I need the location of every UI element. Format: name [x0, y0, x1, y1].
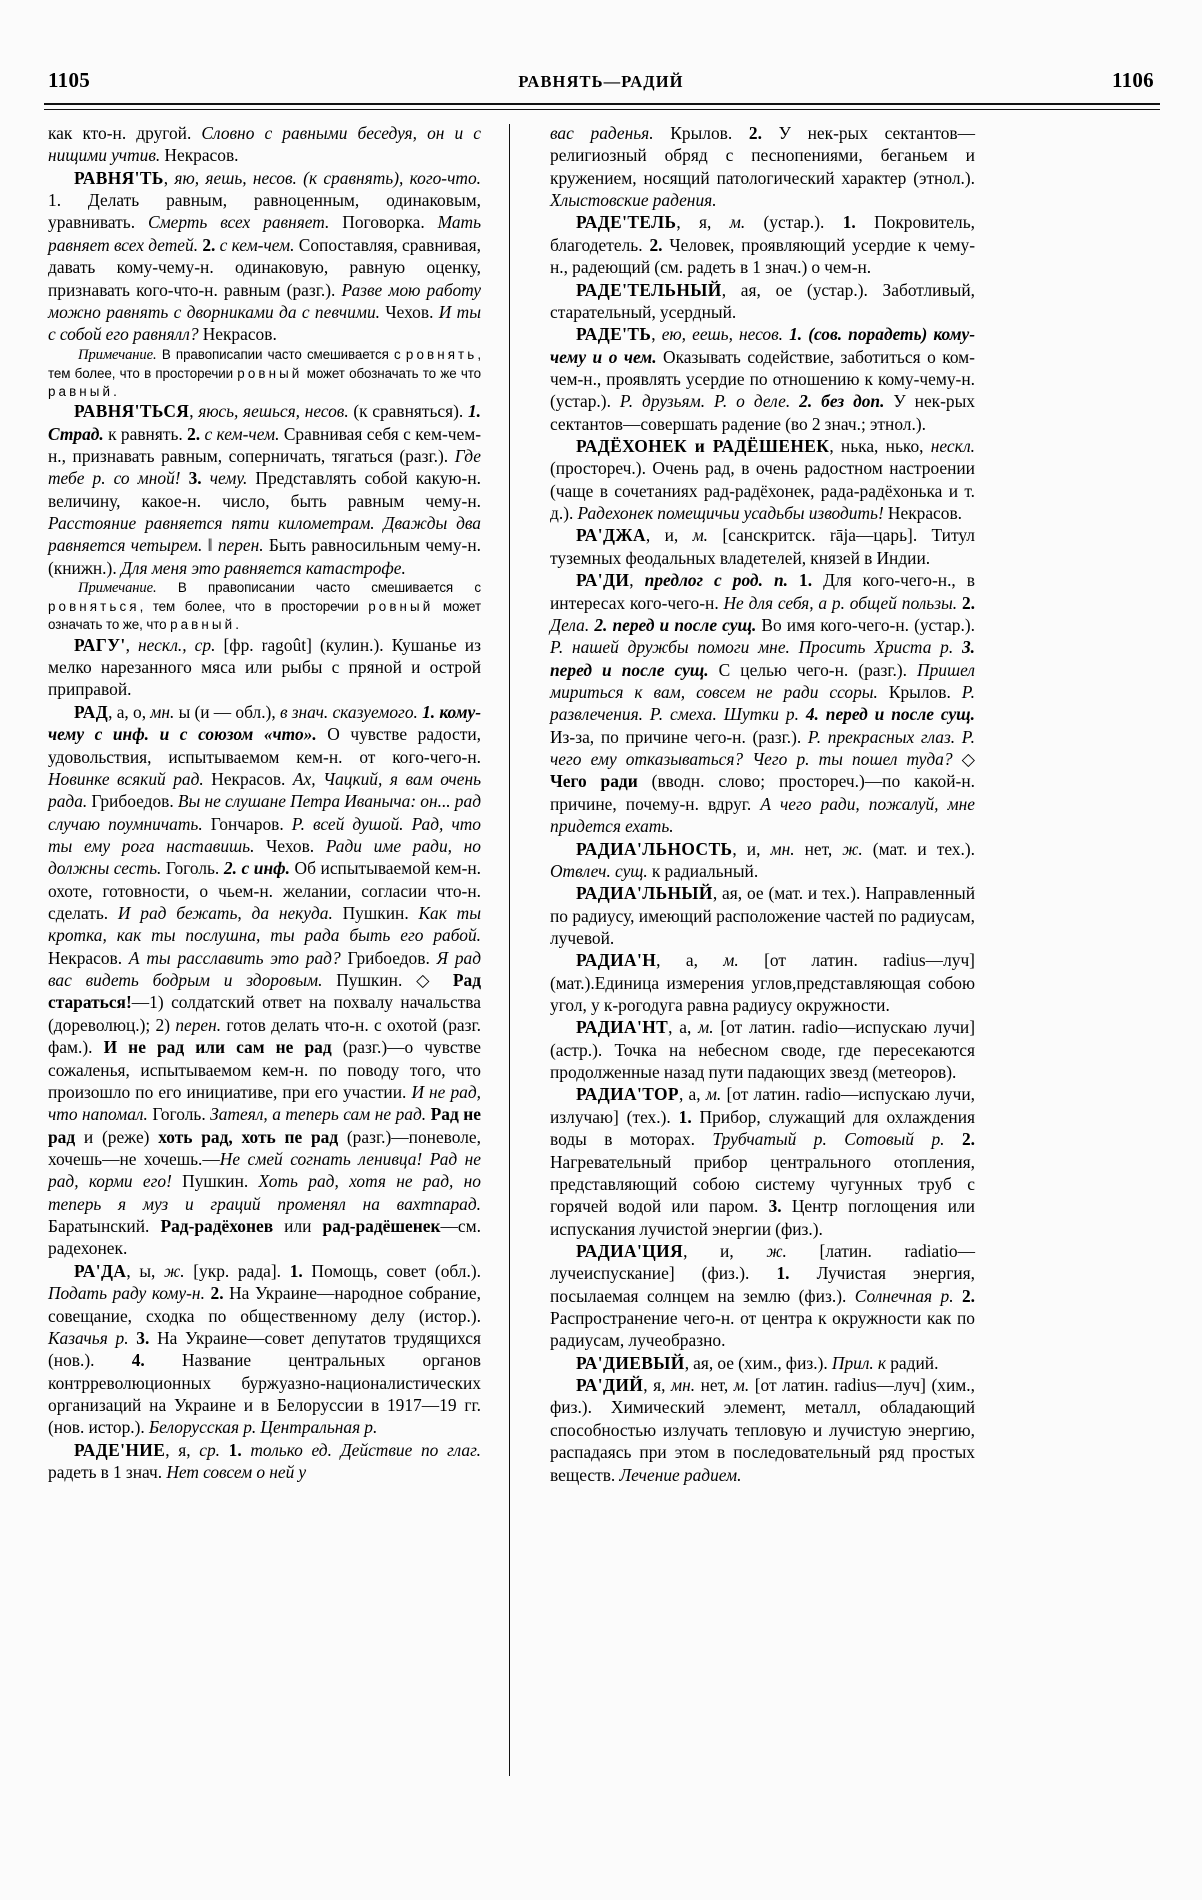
- text-roman: Человек, проявляющий усердие к чему-н., радеющий (см. радеть в 1 знач.) о чем-н.: [550, 234, 975, 278]
- text-letterspaced: ровный: [368, 599, 434, 615]
- dictionary-entry: [550, 211, 975, 278]
- dictionary-entry: [550, 949, 975, 1016]
- entry-headword: РАДЁХОНЕК и РАДЁШЕНЕК: [576, 436, 830, 457]
- text-roman: Некрасов.: [160, 145, 239, 166]
- text-roman: [953, 637, 962, 657]
- text-roman: , ы,: [126, 1260, 165, 1281]
- text-bold: 1.: [678, 1106, 692, 1127]
- dictionary-entry: [550, 882, 975, 949]
- text-roman: Быть равносильным чему-н. (книжн.).: [48, 535, 481, 578]
- text-roman: Во имя кого-чего-н. (устар.).: [756, 614, 975, 635]
- text-roman: , а,: [656, 950, 724, 971]
- text-bold: 2.: [961, 592, 975, 613]
- text-italic: Как ты кротка, как ты послушна, ты рада быть его рабой.: [48, 903, 481, 946]
- text-roman: У нек-рых сектантов—религиозный обряд с песнопениями, беганьем и кружением, носящий патологический характер (этнол.).: [550, 123, 975, 188]
- usage-note: [48, 346, 481, 401]
- text-roman: Представлять собой какую-н. величину, какое-н. число, быть равным чему-н.: [48, 468, 481, 511]
- text-roman: .: [113, 383, 117, 399]
- text-italic: Где тебе р. со мной!: [48, 445, 481, 489]
- text-italic: Затеял, а теперь сам не рад.: [210, 1104, 427, 1125]
- entry-continuation: [550, 122, 975, 211]
- entry-headword: РАДЕ'ТЕЛЬ: [576, 212, 677, 233]
- entry-headword: РАД: [74, 701, 109, 722]
- running-head: [48, 68, 1154, 98]
- text-bold: рад-радёшенек: [322, 1216, 441, 1237]
- text-italic: Р. друзьям. Р. о деле.: [619, 391, 791, 412]
- page-body: [48, 122, 1156, 1794]
- text-roman: Некрасов.: [48, 947, 129, 968]
- text-italic: яю, яешь, несов. (к сравнять), кого-что.: [174, 167, 481, 188]
- text-roman: —1) солдатский ответ на похвалу начальства (дореволюц.); 2): [48, 992, 481, 1035]
- running-title: РАВНЯТЬ—РАДИЙ: [518, 72, 684, 91]
- text-italic: вас раденья.: [550, 123, 654, 143]
- text-roman: Гоголь.: [147, 1104, 211, 1125]
- text-roman: Сравнивая себя с кем-чем-н., признавать равным, соперничать, тягаться (разг.).: [48, 423, 481, 466]
- text-italic: А ты расславить это рад?: [128, 947, 341, 968]
- text-roman: Поговорка.: [329, 212, 438, 233]
- text-roman: [945, 1129, 962, 1149]
- text-roman: , и,: [645, 525, 693, 546]
- text-italic: Дела.: [550, 614, 590, 635]
- text-letterspaced: ровняться: [48, 599, 140, 615]
- note-label: Примечание.: [78, 346, 157, 363]
- text-roman: Гоголь.: [161, 858, 224, 879]
- entry-headword: РАДЕ'НИЕ: [74, 1439, 166, 1460]
- text-italic: Ради име ради, но должны сесть.: [48, 835, 481, 879]
- text-roman: (к сравняться).: [348, 401, 468, 422]
- dictionary-entry: [550, 838, 975, 883]
- text-roman: Название центральных органов контрреволюционных буржуазно-националистических организаций на Украине и в Белоруссии в 1917—19 гг. (нов. истор.).: [48, 1350, 482, 1438]
- text-roman: [от латин. radius—луч] (хим., физ.). Химический элемент, металл, обладающий способностью излучать тепловую и лучистую энергию, распадаясь при этом в последовательный ряд простых веществ.: [550, 1375, 975, 1485]
- text-roman: О чувстве радости, удовольствия, испытываемом кем-н. от кого-чего-н.: [48, 724, 481, 767]
- text-roman: .: [235, 617, 239, 633]
- text-roman: , я,: [643, 1375, 671, 1396]
- text-italic: нескл.: [930, 436, 975, 457]
- text-italic: яюсь, яешься, несов.: [198, 401, 349, 422]
- text-roman: может означать то же, что: [48, 599, 481, 633]
- text-bold-italic: 4. перед и после сущ.: [805, 704, 976, 725]
- text-italic: нескл., ср.: [138, 634, 216, 655]
- text-roman: ы (и — обл.),: [174, 701, 280, 722]
- text-bold: 1.: [842, 212, 856, 233]
- text-italic: Разве мою работу можно равнять с дворниками да с певчими.: [48, 279, 481, 322]
- text-bold: 2.: [961, 1129, 976, 1150]
- text-italic: мн.: [770, 838, 795, 859]
- text-roman: к равнять.: [103, 423, 188, 444]
- entry-headword: РАДЕ'ТЬ: [576, 324, 652, 345]
- text-roman: Помощь, совет (обл.).: [302, 1260, 481, 1281]
- dictionary-entry: [550, 1374, 975, 1486]
- text-roman: На Украине—народное собрание, совещание, сходка по общественному делу (истор.).: [48, 1283, 481, 1326]
- text-roman: Покровитель, благодетель.: [550, 212, 975, 255]
- text-bold: ◇ Рад стараться!: [48, 970, 481, 1013]
- dictionary-entry: [48, 701, 481, 1260]
- text-roman: , я,: [165, 1439, 200, 1460]
- text-roman: Чехов.: [380, 301, 439, 322]
- text-roman: [укр. рада].: [184, 1260, 290, 1281]
- text-roman: Из-за, по причине чего-н. (разг.).: [550, 726, 808, 747]
- entry-headword: РА'ДА: [74, 1260, 127, 1281]
- text-roman: У нек-рых сектантов—совершать радение (во 2 знач.; этнол.).: [550, 391, 975, 434]
- text-bold: Рад-радёхонев: [160, 1216, 274, 1237]
- text-roman: может обозначать то же что: [302, 365, 481, 381]
- text-letterspaced: равный: [170, 617, 236, 633]
- text-italic: ж.: [842, 838, 863, 859]
- text-italic: перен.: [217, 535, 264, 556]
- entry-headword: РАВНЯ'ТЬСЯ: [74, 401, 190, 422]
- usage-note: [48, 579, 481, 634]
- text-roman: —см. радехонек.: [48, 1216, 481, 1259]
- text-roman: (вводн. слово; простореч.)—по какой-н. причине, почему-н. вдруг.: [550, 771, 975, 814]
- text-roman: (мат. и тех.).: [862, 838, 975, 859]
- dictionary-entry: [550, 1016, 975, 1083]
- text-roman: [788, 570, 799, 590]
- text-bold: 2.: [649, 234, 663, 255]
- text-roman: Лучистая энергия, посылаемая солнцем на землю (физ.).: [550, 1263, 975, 1306]
- text-roman: Пушкин.: [332, 903, 419, 924]
- dictionary-entry: [550, 1083, 975, 1240]
- text-italic: ж.: [766, 1240, 787, 1261]
- entry-headword: РА'ДИЕВЫЙ: [576, 1352, 685, 1373]
- text-roman: (устар.).: [745, 212, 843, 233]
- text-italic: чему.: [201, 468, 248, 489]
- text-italic: Не для себя, а р. общей пользы.: [723, 592, 958, 613]
- text-roman: ,: [629, 570, 645, 591]
- text-roman: радий.: [886, 1352, 939, 1373]
- entry-headword: РАВНЯ'ТЬ: [74, 167, 164, 188]
- entry-headword: РА'ДИЙ: [576, 1375, 644, 1396]
- text-roman: ◇: [952, 749, 975, 770]
- text-bold: 3.: [768, 1196, 782, 1217]
- text-italic: Подать раду кому-н.: [48, 1283, 205, 1304]
- text-italic: Отвлеч. сущ.: [550, 860, 648, 881]
- text-italic: м.: [733, 1375, 750, 1396]
- text-italic: Вы не слушане Петра Иваныча: он... рад случаю поумничать.: [48, 791, 481, 834]
- text-roman: [790, 391, 799, 411]
- text-roman: Прибор, служащий для охлаждения воды в моторах.: [550, 1106, 976, 1150]
- entry-headword: РАГУ': [74, 634, 126, 655]
- text-bold: 1.: [799, 570, 813, 591]
- text-roman: , и,: [732, 838, 771, 859]
- text-roman: [латин. radiatio—лучеиспускание] (физ.).: [550, 1240, 975, 1284]
- text-roman: На Украине—совет депутатов трудящихся (нов.).: [48, 1327, 481, 1371]
- text-roman: С целью чего-н. (разг.).: [708, 659, 918, 680]
- text-italic: м.: [723, 950, 739, 971]
- text-italic: только ед. Действие по глаг.: [241, 1439, 481, 1460]
- text-italic: м.: [705, 1084, 722, 1105]
- text-italic: ж.: [164, 1260, 185, 1281]
- text-roman: , а, о,: [108, 701, 151, 722]
- dictionary-entry: [550, 1352, 975, 1374]
- entry-continuation: [48, 122, 481, 167]
- text-italic: Пришел мириться к вам, совсем не ради ссоры.: [550, 659, 975, 702]
- entry-headword: РАДИА'ТОР: [576, 1084, 679, 1105]
- text-roman: Чехов.: [254, 835, 326, 856]
- text-italic: Солнечная р.: [854, 1285, 954, 1306]
- text-bold-italic: 1. (сов. порадеть) кому-чему и о чем.: [550, 324, 976, 367]
- text-roman: [фр. ragoût] (кулин.). Кушанье из мелко нарезанного мяса или рыбы с пряной и острой приправой.: [48, 634, 481, 700]
- text-roman: [954, 1286, 962, 1306]
- text-italic: Р. развлечения. Р. смеха. Шутки р.: [550, 681, 975, 725]
- text-italic: с кем-чем.: [200, 423, 280, 444]
- text-roman: Крылов.: [653, 123, 749, 143]
- text-roman: , нька, нько,: [829, 436, 931, 457]
- text-bold: 2.: [187, 423, 201, 444]
- text-italic: Р. прекрасных глаз. Р. чего ему отказываться? Чего р. ты пошел туда?: [550, 726, 975, 770]
- text-italic: мн.: [670, 1375, 696, 1396]
- text-roman: нет,: [794, 838, 843, 859]
- text-bold: Чего ради: [550, 771, 638, 792]
- text-italic: ср.: [199, 1439, 220, 1460]
- text-roman: [санскритск. rāja—царь]. Титул туземных феодальных владетелей, князей в Индии.: [550, 525, 975, 568]
- text-bold: 2.: [961, 1285, 976, 1306]
- text-roman: ,: [125, 634, 139, 655]
- text-roman: , а,: [678, 1084, 706, 1105]
- text-bold: 2.: [748, 123, 762, 143]
- text-bold: И не рад или сам не рад: [103, 1037, 332, 1058]
- text-roman: Грибоедов.: [87, 791, 178, 812]
- text-roman: В правописании часто смешивается с: [156, 580, 481, 596]
- text-roman: [220, 1440, 229, 1460]
- text-bold: 3.: [136, 1327, 150, 1348]
- dictionary-entry: [550, 1240, 975, 1352]
- text-roman: Для кого-чего-н., в интересах кого-чего-н.: [550, 570, 976, 613]
- text-bold-italic: 2. перед и после сущ.: [594, 614, 757, 635]
- entry-headword: РАДИА'ЛЬНЫЙ: [576, 883, 713, 904]
- entry-headword: РАДЕ'ТЕЛЬНЫЙ: [576, 279, 722, 300]
- text-roman: Пушкин.: [322, 970, 417, 991]
- dictionary-entry: [550, 435, 975, 524]
- text-roman: , ая, ое (устар.). Заботливый, старательный, усердный.: [550, 279, 975, 322]
- text-roman: 1. Делать равным, равноценным, одинаковым, уравнивать.: [48, 190, 481, 233]
- text-roman: , и,: [683, 1240, 767, 1261]
- column-right: [528, 122, 975, 1794]
- text-roman: Гончаров.: [202, 813, 292, 834]
- text-roman: Некрасов.: [198, 324, 277, 345]
- text-roman: радеть в 1 знач.: [48, 1462, 167, 1483]
- folio-left: 1105: [48, 68, 91, 92]
- text-roman: , ая, ое (хим., физ.).: [684, 1352, 832, 1373]
- text-bold-italic: 1. кому-чему с инф. и с союзом «что».: [48, 701, 481, 745]
- text-letterspaced: ровный: [237, 365, 303, 381]
- text-bold: 2.: [202, 234, 216, 255]
- text-italic: Для меня это равняется катастрофе.: [120, 557, 406, 578]
- entry-headword: РАДИА'НТ: [576, 1017, 669, 1038]
- dictionary-entry: [48, 400, 481, 579]
- text-italic: с кем-чем.: [215, 234, 295, 255]
- folio-right: 1106: [1111, 68, 1154, 92]
- text-roman: Центр поглощения или испускания лучистой энергии (физ.).: [550, 1196, 975, 1239]
- text-roman: [от латин. radius—луч] (мат.).Единица измерения углов,представляющая собою угол, у к-рогодуга равна радиусу окружности.: [550, 950, 975, 1016]
- text-roman: [от латин. radio—испускаю лучи] (астр.). Точка на небесном своде, где пересекаются продолженные назад пути падающих звезд (метеоров).: [550, 1017, 975, 1083]
- text-bold-italic: 2. с инф.: [223, 858, 290, 879]
- text-roman: В правописапии часто смешивается с: [156, 346, 406, 362]
- text-roman: к радиальный.: [647, 860, 759, 881]
- text-roman: , я,: [676, 212, 730, 233]
- text-italic: м.: [692, 525, 709, 546]
- dictionary-entry: [550, 279, 975, 324]
- text-bold: 1.: [776, 1263, 790, 1284]
- text-roman: [от латин. radio—испускаю лучи, излучаю] (тех.).: [550, 1084, 976, 1127]
- text-bold: 4.: [131, 1350, 145, 1371]
- text-roman: готов делать что-н. с охотой (разг. фам.).: [48, 1014, 481, 1058]
- text-letterspaced: ровнять: [405, 346, 478, 362]
- text-italic: м.: [729, 212, 746, 233]
- text-roman: Нагревательный прибор центрального отопления, представляющий собою систему чугунных труб с горячей водой или паром.: [550, 1151, 975, 1217]
- text-roman: [181, 468, 189, 488]
- text-italic: Р. всей душой. Рад, что ты ему рога наставишь.: [48, 813, 481, 856]
- dictionary-entry: [48, 1439, 481, 1484]
- column-divider: [509, 124, 512, 1776]
- text-italic: Хлыстовские радения.: [550, 190, 717, 211]
- text-italic: Словно с равными беседуя, он и с нищими учтив.: [48, 123, 481, 166]
- entry-headword: РАДИА'Н: [576, 950, 657, 971]
- dictionary-entry: [48, 167, 481, 346]
- entry-headword: РАДИА'ЛЬНОСТЬ: [576, 838, 733, 859]
- dictionary-entry: [48, 634, 481, 701]
- text-italic: м.: [698, 1017, 714, 1038]
- text-italic: И ты с собой его равнялл?: [48, 301, 482, 345]
- text-italic: Лечение радием.: [619, 1464, 742, 1485]
- text-italic: И рад бежать, да некуда.: [117, 903, 333, 924]
- text-roman: Распространение чего-н. от центра к окружности как по радиусам, лучеобразно.: [550, 1308, 975, 1351]
- text-bold: 1.: [289, 1260, 303, 1281]
- text-roman: или: [273, 1216, 323, 1237]
- dictionary-entry: [550, 524, 975, 569]
- text-italic: И не рад, что напомал.: [48, 1081, 481, 1125]
- text-italic: мн.: [150, 701, 175, 722]
- text-roman: Крылов.: [877, 681, 962, 702]
- text-bold: хоть рад, хоть пе рад: [158, 1126, 339, 1147]
- text-roman: Об испытываемой кем-н. охоте, готовности, о чьем-н. желании, согласии что-н. сделать.: [48, 858, 482, 924]
- entry-headword: РА'ДИ: [576, 570, 630, 591]
- text-roman: ,: [189, 401, 199, 422]
- text-roman: , тем более, что в просторечии: [139, 599, 369, 615]
- text-italic: Расстояние равняется пяти километрам. Дважды два равняется четырем.: [48, 513, 481, 556]
- text-bold-italic: 3. перед и после сущ.: [550, 637, 975, 680]
- text-roman: как кто-н. другой.: [48, 123, 202, 143]
- text-italic: Хоть рад, хотя не рад, но теперь я муз и граций променял на вахтпарад.: [48, 1171, 481, 1214]
- text-italic: А чего ради, пожалуй, мне придется ехать.: [550, 793, 975, 837]
- text-italic: Смерть всех равняет.: [147, 212, 330, 233]
- text-bold: Рад не рад: [48, 1104, 482, 1147]
- text-italic: Казачья р.: [48, 1327, 129, 1348]
- text-italic: Мать равняет всех детей.: [48, 212, 481, 255]
- text-bold: 1.: [228, 1439, 242, 1460]
- text-bold-italic: предлог с род. п.: [644, 570, 788, 591]
- text-roman: (разг.)—о чувстве сожаленья, испытываемом кем-н. по поводу того, что произошло по его инициативе, при его участии.: [48, 1037, 481, 1102]
- note-label: Примечание.: [78, 580, 157, 597]
- text-italic: Новинке всякий рад.: [48, 768, 204, 789]
- text-italic: Не смей согнать ленивца! Рад не рад, корми его!: [48, 1148, 482, 1192]
- dictionary-entry: [550, 323, 975, 435]
- text-italic: Прил. к: [831, 1352, 887, 1373]
- text-roman: (простореч.). Очень рад, в очень радостном настроении (чаще в сочетаниях рад-радёхонек, рада-радёхонька и т. д.).: [550, 458, 975, 524]
- text-roman: нет,: [695, 1375, 734, 1396]
- text-roman: Сопоставляя, сравнивая, давать кому-чему-н. одинаковую, равную оценку, признавать кого-что-н. равным (разг.).: [48, 234, 481, 300]
- text-roman: , тем более, что в просторечии: [48, 346, 481, 381]
- text-italic: Я рад вас видеть бодрым и здоровым.: [48, 947, 482, 991]
- text-italic: в знач. сказуемого.: [279, 701, 418, 722]
- text-roman: Оказывать содействие, заботиться о ком-чем-н., проявлять усердие по отношению к кому-чему-н. (устар.).: [550, 346, 975, 412]
- text-bold-italic: 2. без доп.: [799, 391, 885, 412]
- text-roman: Пушкин.: [171, 1171, 259, 1192]
- text-roman: (разг.)—поневоле, хочешь—не хочешь.—: [48, 1126, 481, 1169]
- text-italic: Радехонек помещичьи усадьбы изводить!: [577, 503, 884, 524]
- text-roman: Некрасов.: [883, 503, 963, 524]
- dictionary-entry: [550, 569, 975, 837]
- text-italic: Нет совсем о ней у: [166, 1462, 307, 1483]
- text-letterspaced: равный: [48, 383, 114, 399]
- text-roman: [799, 704, 806, 724]
- text-roman: , ая, ое (мат. и тех.). Направленный по радиусу, имеющий расположение частей по радиусам, лучевой.: [550, 883, 975, 948]
- text-roman: и (реже): [75, 1126, 159, 1147]
- text-italic: перен.: [175, 1014, 222, 1035]
- dictionary-entry: [48, 1260, 481, 1439]
- text-bold: 3.: [188, 468, 202, 489]
- header-rule: [44, 103, 1160, 110]
- text-italic: ею, еешь, несов.: [661, 324, 783, 345]
- text-roman: ,: [163, 167, 175, 188]
- text-roman: ,: [651, 324, 662, 345]
- entry-headword: РА'ДЖА: [576, 525, 646, 546]
- text-roman: Баратынский.: [48, 1216, 161, 1237]
- text-italic: Ах, Чацкий, я вам очень рада.: [48, 768, 481, 812]
- text-bold: 2.: [210, 1283, 224, 1304]
- text-bold-italic: 1. Страд.: [48, 401, 481, 444]
- text-roman: Грибоедов.: [340, 947, 437, 968]
- text-italic: Трубчатый р. Сотовый р.: [712, 1129, 945, 1150]
- text-roman: Некрасов.: [203, 768, 293, 789]
- text-italic: Белорусская р. Центральная р.: [148, 1417, 378, 1438]
- column-left: [48, 122, 495, 1794]
- entry-headword: РАДИА'ЦИЯ: [576, 1240, 684, 1261]
- text-italic: Р. нашей дружбы помоги мне. Просить Христа р.: [550, 637, 954, 658]
- text-roman: , а,: [668, 1017, 699, 1038]
- text-roman: ‖: [202, 535, 218, 556]
